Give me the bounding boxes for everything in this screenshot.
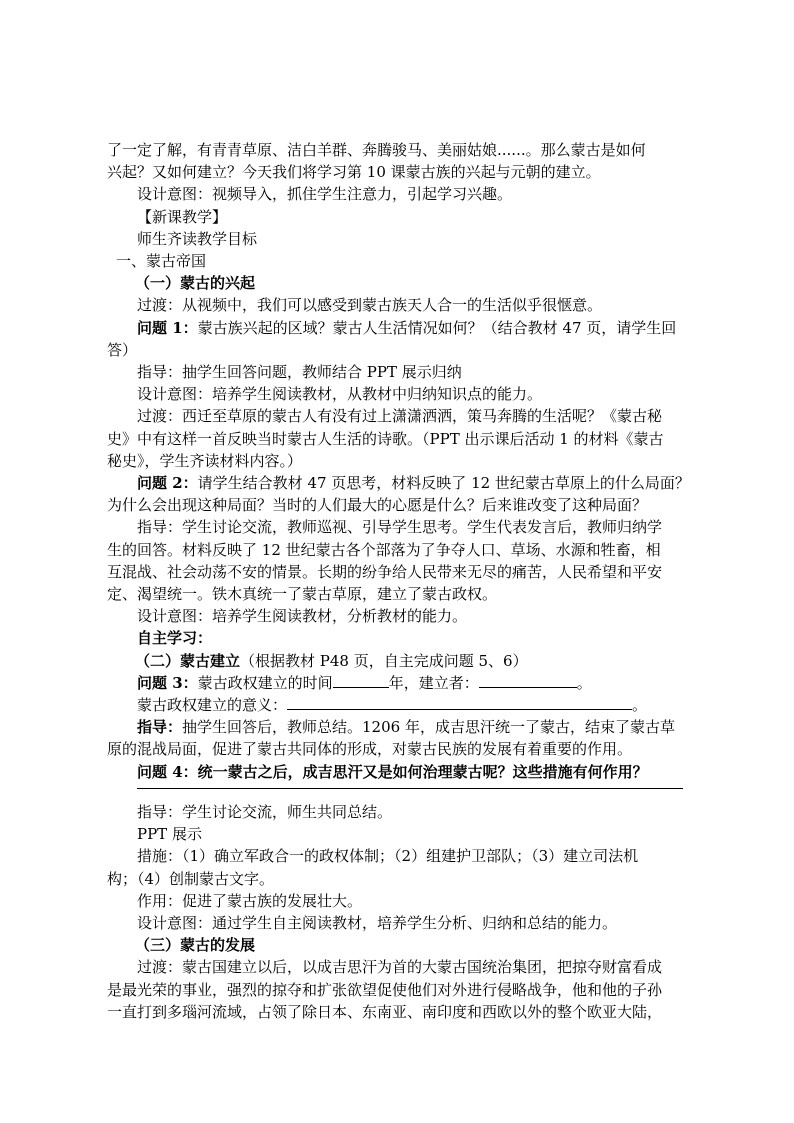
paragraph-line: 史》中有这样一首反映当时蒙古人生活的诗歌。（PPT 出示课后活动 1 的材料《蒙古 — [107, 429, 664, 448]
question-line — [107, 694, 695, 716]
question-text: 年，建立者： — [388, 673, 479, 692]
section-heading-mongol-empire: 一、蒙古帝国 — [116, 252, 207, 271]
question-label: 问题 3： — [137, 673, 198, 692]
design-intent-line: 设计意图：视频导入，抓住学生注意力，引起学习兴趣。 — [137, 185, 513, 204]
paragraph-line: 答） — [107, 340, 138, 359]
paragraph-line: 指导：抽学生回答问题，教师结合 PPT 展示归纳 — [137, 363, 462, 382]
question-text: 蒙古族兴起的区域？蒙古人生活情况如何？（结合教材 47 页，请学生回 — [197, 318, 677, 337]
subsection-title: （二）蒙古建立 — [135, 651, 241, 670]
paragraph-line: 一直打到多瑙河流域，占领了除日本、东南亚、南印度和西欧以外的整个欧亚大陆， — [107, 1002, 663, 1021]
question-line — [107, 672, 695, 694]
blank-year[interactable] — [333, 672, 389, 688]
paragraph-line: 作用：促进了蒙古族的发展壮大。 — [137, 891, 363, 910]
blank-founder[interactable] — [479, 672, 577, 688]
paragraph-line: 是最光荣的事业，强烈的掠夺和扩张欲望促使他们对外进行侵略战争，他和他的子孙 — [107, 980, 663, 999]
self-study-heading: 自主学习： — [137, 629, 213, 648]
subsection-heading-rise: （一）蒙古的兴起 — [135, 274, 256, 293]
paragraph-line: 构；（4）创制蒙古文字。 — [107, 869, 275, 888]
subsection-note: （根据教材 P48 页，自主完成问题 5、6） — [240, 651, 528, 670]
paragraph-line: 秘史》，学生齐读材料内容。） — [107, 451, 303, 470]
question-text: 。 — [632, 696, 648, 715]
paragraph-line: PPT 展示 — [137, 825, 202, 844]
paragraph-line: 过渡：西迁至草原的蒙古人有没有过上潇潇洒洒，策马奔腾的生活呢？《蒙古秘 — [137, 407, 663, 426]
paragraph-line: 兴起？又如何建立？今天我们将学习第 10 课蒙古族的兴起与元朝的建立。 — [107, 163, 601, 182]
paragraph-line: 互混战、社会动荡不安的情景。长期的纷争给人民带来无尽的痛苦，人民希望和平安 — [107, 562, 663, 581]
paragraph-line: 指导：学生讨论交流，教师巡视、引导学生思考。学生代表发言后，教师归纳学 — [137, 518, 663, 537]
question-text: 蒙古政权建立的时间 — [197, 673, 333, 692]
question-text: 。 — [576, 673, 592, 692]
question-line — [107, 317, 695, 339]
guidance-line — [107, 716, 695, 738]
paragraph-line: 措施：（1）确立军政合一的政权体制；（2）组建护卫部队；（3）建立司法机 — [137, 847, 639, 866]
answer-line[interactable] — [137, 783, 683, 789]
paragraph-line: 过渡：蒙古国建立以后，以成吉思汗为首的大蒙古国统治集团，把掠夺财富看成 — [137, 958, 663, 977]
question-line — [107, 761, 695, 783]
guidance-label: 指导： — [137, 718, 183, 737]
question-text: 蒙古政权建立的意义： — [137, 696, 288, 715]
paragraph-line: 过渡：从视频中，我们可以感受到蒙古族天人合一的生活似乎很惬意。 — [137, 296, 603, 315]
paragraph-line: 原的混战局面，促进了蒙古共同体的形成，对蒙古民族的发展有着重要的作用。 — [107, 740, 633, 759]
guidance-text: 抽学生回答后，教师总结。1206 年，成吉思汗统一了蒙古，结束了蒙古草 — [182, 718, 675, 737]
blank-significance[interactable] — [287, 694, 632, 710]
question-line — [107, 472, 695, 494]
paragraph-line: 了一定了解，有青青草原、洁白羊群、奔腾骏马、美丽姑娘......。那么蒙古是如何 — [107, 141, 646, 159]
paragraph-line: 师生齐读教学目标 — [137, 229, 258, 248]
design-intent-line: 设计意图：培养学生阅读教材，分析教材的能力。 — [137, 607, 468, 626]
section-heading-new-lesson: 【新课教学】 — [137, 207, 228, 226]
question-label: 问题 1： — [137, 318, 198, 337]
question-text: 统一蒙古之后，成吉思汗又是如何治理蒙古呢？这些措施有何作用？ — [197, 762, 648, 781]
document-body — [107, 139, 695, 1023]
subsection-heading-founding — [107, 650, 695, 672]
paragraph-line: 生的回答。材料反映了 12 世纪蒙古各个部落为了争夺人口、草场、水源和牲畜，相 — [107, 540, 661, 559]
design-intent-line: 设计意图：通过学生自主阅读教材，培养学生分析、归纳和总结的能力。 — [137, 913, 618, 932]
paragraph-line: 为什么会出现这种局面？当时的人们最大的心愿是什么？后来谁改变了这种局面？ — [107, 496, 648, 515]
question-label: 问题 4： — [137, 762, 198, 781]
paragraph-line: 定、渴望统一。铁木真统一了蒙古草原，建立了蒙古政权。 — [107, 585, 498, 604]
subsection-heading-development: （三）蒙古的发展 — [135, 936, 256, 955]
paragraph-line: 指导：学生讨论交流，师生共同总结。 — [137, 802, 393, 821]
design-intent-line: 设计意图：培养学生阅读教材，从教材中归纳知识点的能力。 — [137, 385, 543, 404]
question-label: 问题 2： — [137, 474, 198, 493]
question-text: 请学生结合教材 47 页思考，材料反映了 12 世纪蒙古草原上的什么局面？ — [197, 474, 690, 493]
